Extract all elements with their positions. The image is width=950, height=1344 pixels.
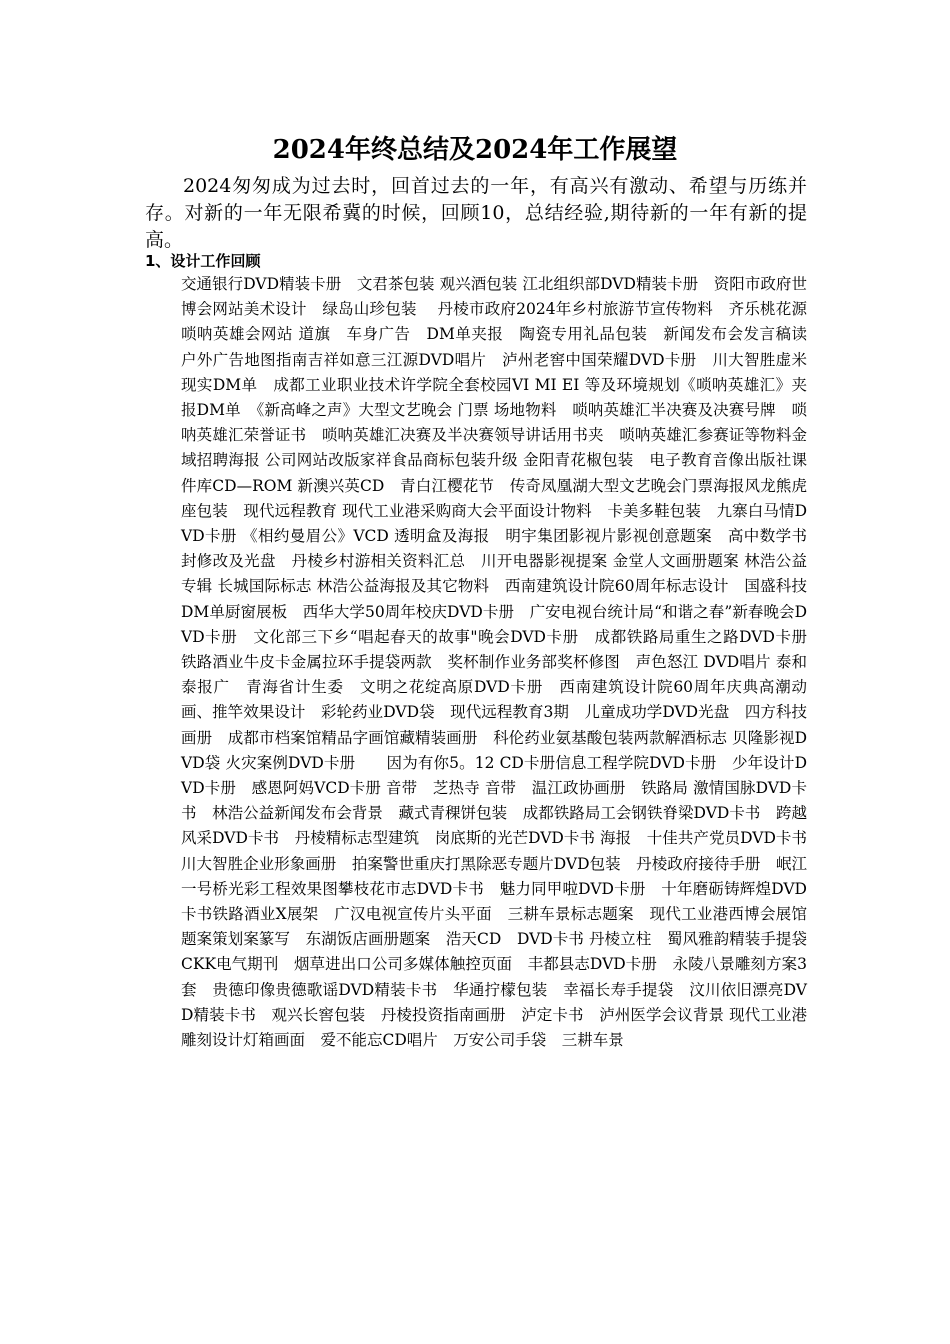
section-heading: 1、设计工作回顾 [145,252,261,270]
intro-paragraph: 2024匆匆成为过去时，回首过去的一年，有高兴有激动、希望与历练并存。对新的一年无限希冀的时候，回顾10，总结经验,期待新的一年有新的提高。 [145,175,807,251]
section-body: 交通银行DVD精装卡册 文君茶包装 观兴酒包装 江北组织部DVD精装卡册 资阳市政府世博会网站美术设计 绿岛山珍包装 丹棱市政府2024年乡村旅游节宣传物料 齐乐桃花源唢呐英雄会网站 道旗 车身广告 DM单夹报 陶瓷专用礼品包装 新闻发布会发言稿读 户外广告地图指南吉祥如意三江源DVD唱片 泸州老窖中国荣耀DVD卡册 川大智胜虚米现实DM单 成都工业职业技术许学院全套校园VI MI EI 等及环境规划《唢呐英雄汇》夹报DM单 《新高峰之声》大型文艺晚会 门票 场地物料 唢呐英雄汇半决赛及决赛号牌 唢呐英雄汇荣誉证书 唢呐英雄汇决赛及半决赛领导讲话用书夹 唢呐英雄汇参赛证等物料金域招聘海报 公司网站改版家祥食品商标包装升级 金阳青花椒包装 电子教育音像出版社课件库CD—ROM 新澳兴英CD 青白江樱花节 传奇凤凰湖大型文艺晚会门票海报风龙熊虎座包装 现代远程教育 现代工业港采购商大会平面设计物料 卡美多鞋包装 九寨白马情DVD卡册 《相约曼眉公》VCD 透明盒及海报 明宇集团影视片影视创意题案 高中数学书封修改及光盘 丹棱乡村游相关资料汇总 川开电器影视提案 金堂人文画册题案 林浩公益专辑 长城国际标志 林浩公益海报及其它物料 西南建筑设计院60周年标志设计 国盛科技DM单厨窗展板 西华大学50周年校庆DVD卡册 广安电视台统计局“和谐之春”新春晚会DVD卡册 文化部三下乡“唱起春天的故事"晚会DVD卡册 成都铁路局重生之路DVD卡册 铁路酒业牛皮卡金属拉环手提袋两款 奖杯制作业务部奖杯修图 声色怒江 DVD唱片 泰和泰报广 青海省计生委 文明之花绽高原DVD卡册 西南建筑设计院60周年庆典高潮动画、推竿效果设计 彩轮药业DVD袋 现代远程教育3期 儿童成功学DVD光盘 四方科技画册 成都市档案馆精品字画馆藏精装画册 科伦药业氨基酸包装两款解酒标志 贝隆影视DVD袋 火灾案例DVD卡册 因为有你5。12 CD卡册信息工程学院DVD卡册 少年设计DVD卡册 感恩阿妈VCD卡册 音带 芝热寺 音带 温江政协画册 铁路局 激情国脉DVD卡书 林浩公益新闻发布会背景 藏式青稞饼包装 成都铁路局工会钢铁脊梁DVD卡书 跨越风采DVD卡书 丹棱精标志型建筑 岗底斯的光芒DVD卡书 海报 十佳共产党员DVD卡书 川大智胜企业形象画册 拍案警世重庆打黑除恶专题片DVD包装 丹棱政府接待手册 岷江一号桥光彩工程效果图攀枝花市志DVD卡书 魅力同甲啦DVD卡册 十年磨砺铸辉煌DVD卡书铁路酒业X展架 广汉电视宣传片头平面 三耕车景标志题案 现代工业港西博会展馆题案策划案篆写 东湖饭店画册题案 浩天CD DVD卡书 丹棱立柱 蜀风雅韵精装手提袋 CKK电气期刊 烟草进出口公司多媒体触控页面 丰都县志DVD卡册 永陵八景雕刻方案3套 贵德印像贵德歌谣DVD精装卡书 华通拧檬包装 幸福长寿手提袋 汶川依旧漂亮DVD精装卡书 观兴长窖包装 丹棱投资指南画册 泸定卡书 泸州医学会议背景 现代工业港雕刻设计灯箱画面 爱不能忘CD唱片 万安公司手袋 三耕车景 [181,275,823,1050]
document-title: 2024年终总结及2024年工作展望 [272,135,678,165]
